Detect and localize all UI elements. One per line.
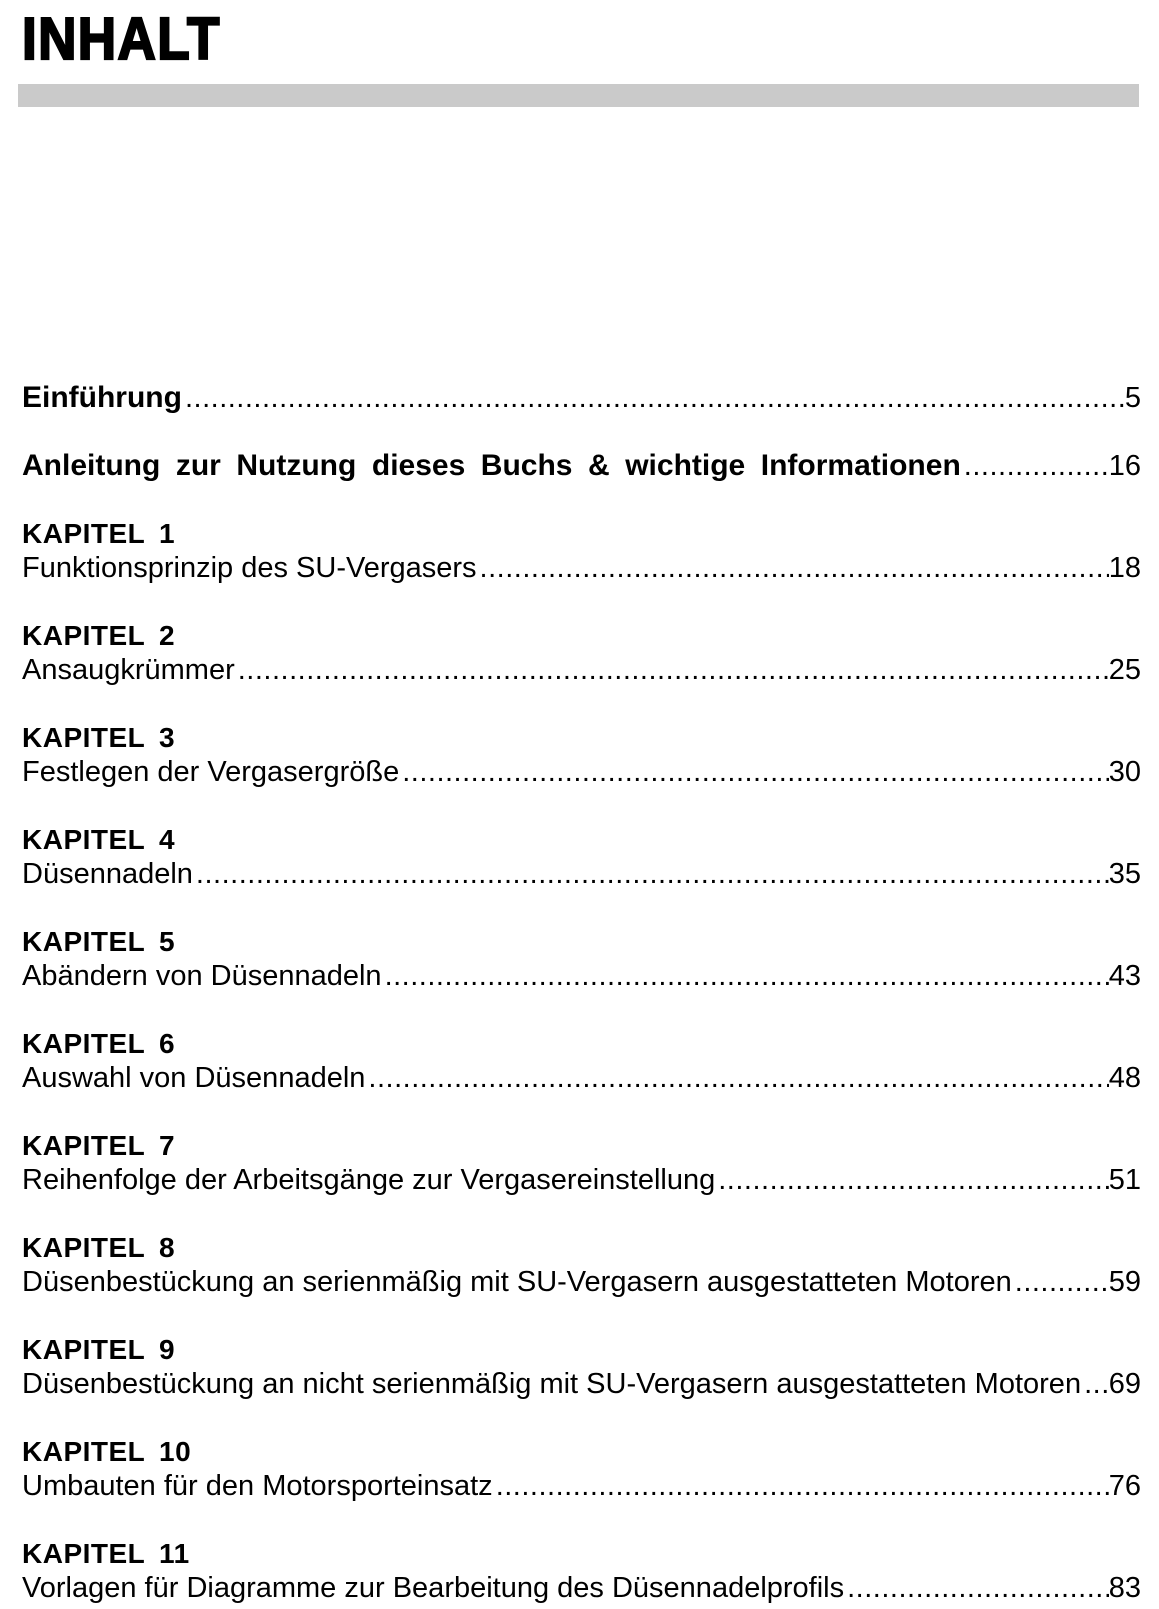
toc-entry-kapitel-10: [22, 1435, 1141, 1503]
toc-entry-title: Reihenfolge der Arbeitsgänge zur Vergasereinstellung: [22, 1164, 716, 1196]
chapter-label: KAPITEL 2: [22, 620, 176, 651]
toc-line: [22, 653, 1141, 687]
toc-line: [22, 1367, 1141, 1401]
toc-page-number: 59: [1108, 1266, 1141, 1298]
dot-leader: [715, 1163, 1108, 1197]
toc-page-number: 43: [1108, 960, 1141, 992]
toc-page-number: 69: [1108, 1368, 1141, 1400]
toc-page-number: 16: [1108, 450, 1141, 482]
dot-leader: [1081, 1367, 1109, 1401]
toc-page-number: 76: [1108, 1470, 1141, 1502]
toc-entry-kapitel-1: [22, 517, 1141, 585]
chapter-label: KAPITEL 11: [22, 1538, 190, 1569]
toc-entry-title: Düsennadeln: [22, 858, 193, 890]
toc-entry-kapitel-4: [22, 823, 1141, 891]
dot-leader: [399, 755, 1109, 789]
dot-leader: [961, 449, 1109, 483]
toc-entry-kapitel-5: [22, 925, 1141, 993]
toc-page-number: 35: [1108, 858, 1141, 890]
toc-entry-title: Festlegen der Vergasergröße: [22, 756, 400, 788]
toc-entry-kapitel-11: [22, 1537, 1141, 1605]
chapter-label: KAPITEL 3: [22, 722, 176, 753]
chapter-label: KAPITEL 8: [22, 1232, 176, 1263]
dot-leader: [193, 857, 1109, 891]
dot-leader: [235, 653, 1109, 687]
toc-line: [22, 755, 1141, 789]
toc-entry-title: Ansaugkrümmer: [22, 654, 235, 686]
toc-entry-kapitel-2: [22, 619, 1141, 687]
toc-page-number: 83: [1108, 1572, 1141, 1604]
toc-page-number: 5: [1124, 382, 1141, 414]
toc-entry-title: Anleitung zur Nutzung dieses Buchs & wichtige Informationen: [22, 449, 961, 482]
page-title: INHALT: [22, 6, 221, 72]
toc-line: [22, 1265, 1141, 1299]
title-underline-bar: [18, 84, 1139, 107]
dot-leader: [382, 959, 1109, 993]
chapter-label: KAPITEL 1: [22, 518, 176, 549]
toc-entry-anleitung: [22, 449, 1141, 483]
chapter-label: KAPITEL 9: [22, 1334, 176, 1365]
chapter-label: KAPITEL 6: [22, 1028, 176, 1059]
toc-line: [22, 449, 1141, 483]
dot-leader: [365, 1061, 1108, 1095]
toc-entry-kapitel-9: [22, 1333, 1141, 1401]
toc-line: [22, 381, 1141, 415]
chapter-label: KAPITEL 4: [22, 824, 176, 855]
toc-page-number: 30: [1108, 756, 1141, 788]
toc-line: [22, 959, 1141, 993]
toc-page-number: 48: [1108, 1062, 1141, 1094]
toc-line: [22, 551, 1141, 585]
toc-page-number: 25: [1108, 654, 1141, 686]
toc-line: [22, 1163, 1141, 1197]
toc-entry-title: Vorlagen für Diagramme zur Bearbeitung des Düsennadelprofils: [22, 1572, 845, 1604]
toc-entry-kapitel-3: [22, 721, 1141, 789]
toc-page-number: 51: [1108, 1164, 1141, 1196]
toc-entry-einfuehrung: [22, 381, 1141, 415]
toc-entry-title: Funktionsprinzip des SU-Vergasers: [22, 552, 477, 584]
toc-line: [22, 857, 1141, 891]
toc-line: [22, 1469, 1141, 1503]
chapter-label: KAPITEL 10: [22, 1436, 192, 1467]
toc-entry-title: Auswahl von Düsennadeln: [22, 1062, 366, 1094]
toc-entry-title: Einführung: [22, 381, 182, 414]
dot-leader: [182, 381, 1125, 415]
chapter-label: KAPITEL 7: [22, 1130, 176, 1161]
toc-list: [22, 381, 1141, 1605]
toc-page: [0, 6, 1159, 1609]
toc-entry-title: Düsenbestückung an serienmäßig mit SU-Vergasern ausgestatteten Motoren: [22, 1266, 1012, 1298]
toc-entry-title: Umbauten für den Motorsporteinsatz: [22, 1470, 493, 1502]
toc-entry-title: Abändern von Düsennadeln: [22, 960, 382, 992]
chapter-label: KAPITEL 5: [22, 926, 176, 957]
dot-leader: [477, 551, 1109, 585]
toc-entry-kapitel-6: [22, 1027, 1141, 1095]
toc-entry-kapitel-8: [22, 1231, 1141, 1299]
dot-leader: [493, 1469, 1109, 1503]
toc-entry-kapitel-7: [22, 1129, 1141, 1197]
dot-leader: [1012, 1265, 1109, 1299]
toc-entry-title: Düsenbestückung an nicht serienmäßig mit SU-Vergasern ausgestatteten Motoren: [22, 1368, 1082, 1400]
toc-line: [22, 1061, 1141, 1095]
toc-page-number: 18: [1108, 552, 1141, 584]
